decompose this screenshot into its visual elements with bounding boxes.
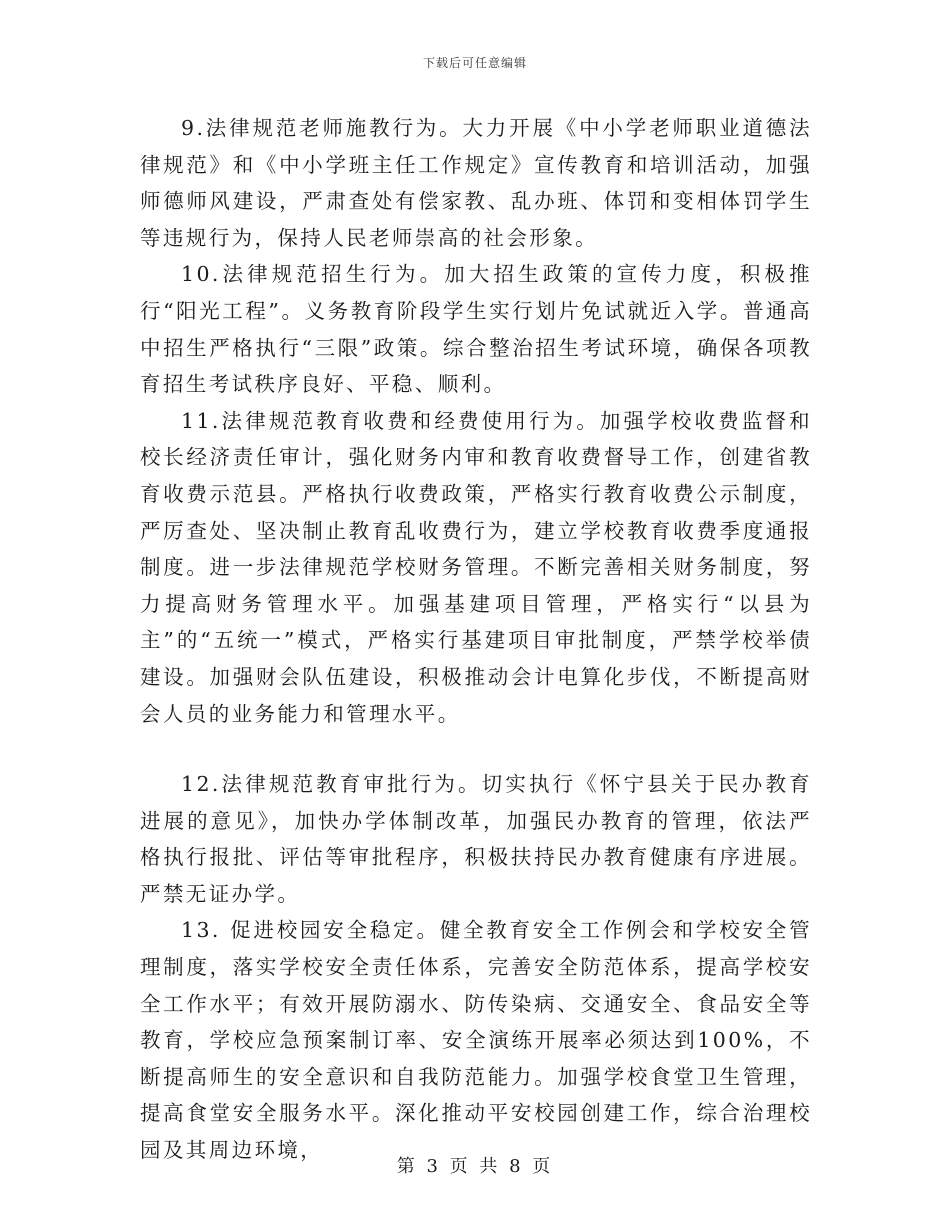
- paragraph-9: 9.法律规范老师施教行为。大力开展《中小学老师职业道德法律规范》和《中小学班主任工作规定》宣传教育和培训活动，加强师德师风建设，严肃查处有偿家教、乱办班、体罚和变相体罚学生等违规行为，保持人民老师崇高的社会形象。: [140, 116, 812, 250]
- page-header: 下载后可任意编辑: [422, 56, 527, 70]
- paragraph-10: 10.法律规范招生行为。加大招生政策的宣传力度，积极推行“阳光工程”。义务教育阶段学生实行划片免试就近入学。普通高中招生严格执行“三限”政策。综合整治招生考试环境，确保各项教育招生考试秩序良好、平稳、顺利。: [140, 262, 812, 397]
- paragraph-12: 12.法律规范教育审批行为。切实执行《怀宁县关于民办教育进展的意见》，加快办学体制改革，加强民办教育的管理，依法严格执行报批、评估等审批程序，积极扶持民办教育健康有序进展。严禁无证办学。: [140, 772, 812, 906]
- document-body: [140, 110, 812, 1169]
- page-number-footer: 第 3 页 共 8 页: [396, 1156, 554, 1177]
- paragraph-11: 11.法律规范教育收费和经费使用行为。加强学校收费监督和校长经济责任审计，强化财务内审和教育收费督导工作，创建省教育收费示范县。严格执行收费政策，严格实行教育收费公示制度，严厉查处、坚决制止教育乱收费行为，建立学校教育收费季度通报制度。进一步法律规范学校财务管理。不断完善相关财务制度，努力提高财务管理水平。加强基建项目管理，严格实行“以县为主”的“五统一”模式，严格实行基建项目审批制度，严禁学校举债建设。加强财会队伍建设，积极推动会计电算化步伐，不断提高财会人员的业务能力和管理水平。: [140, 408, 812, 726]
- paragraph-13: 13. 促进校园安全稳定。健全教育安全工作例会和学校安全管理制度，落实学校安全责任体系，完善安全防范体系，提高学校安全工作水平；有效开展防溺水、防传染病、交通安全、食品安全等教育，学校应急预案制订率、安全演练开展率必须达到100%，不断提高师生的安全意识和自我防范能力。加强学校食堂卫生管理，提高食堂安全服务水平。深化推动平安校园创建工作，综合治理校园及其周边环境，: [140, 918, 812, 1163]
- paragraph-spacer: [140, 732, 812, 766]
